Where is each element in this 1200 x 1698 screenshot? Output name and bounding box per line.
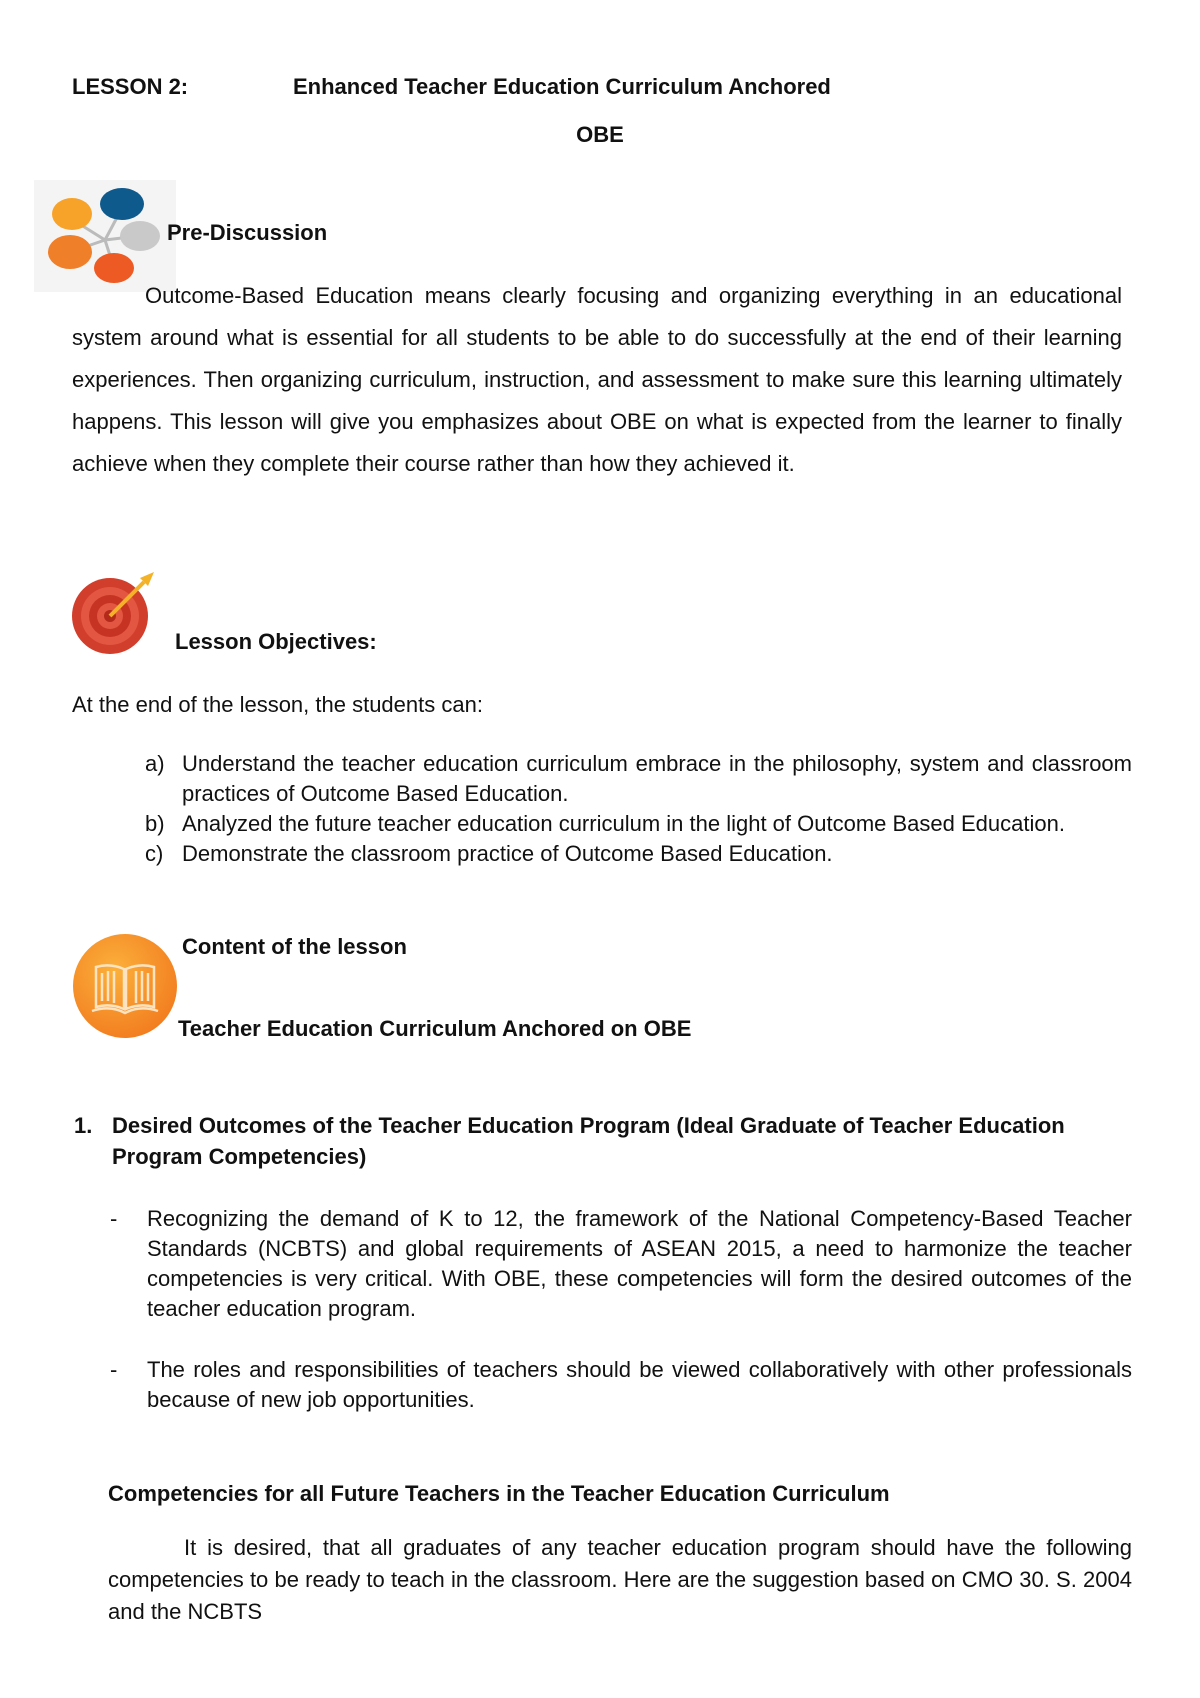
content-heading: Content of the lesson bbox=[182, 934, 407, 959]
list-marker: - bbox=[110, 1357, 118, 1382]
section-1-bullets bbox=[110, 1204, 1132, 1446]
competencies-text-body: It is desired, that all graduates of any teacher education program should have the following competencies to be ready to teach in the classroom. Here are the suggestion based on CMO 30. S. 2004 and the NCBTS bbox=[108, 1535, 1132, 1624]
target-icon bbox=[70, 568, 158, 656]
list-item bbox=[145, 809, 1132, 839]
list-item bbox=[145, 839, 1132, 869]
list-item bbox=[110, 1204, 1132, 1324]
list-item bbox=[110, 1355, 1132, 1415]
lesson-title-continuation: OBE bbox=[576, 122, 624, 147]
pre-discussion-text-body: Outcome-Based Education means clearly focusing and organizing everything in an educational system around what is essential for all students to be able to do successfully at the end of their learning experiences. Then organizing curriculum, instruction, and assessment to make sure this learning ultimately happens. This lesson will give you emphasizes about OBE on what is expected from the learner to finally achieve when they complete their course rather than how they achieved it. bbox=[72, 283, 1122, 476]
pre-discussion-heading: Pre-Discussion bbox=[167, 220, 328, 245]
list-item-text: Analyzed the future teacher education curriculum in the light of Outcome Based Education. bbox=[182, 811, 1065, 836]
list-item-text: Understand the teacher education curriculum embrace in the philosophy, system and classroom practices of Outcome Based Education. bbox=[182, 751, 1132, 806]
content-subheading: Teacher Education Curriculum Anchored on OBE bbox=[178, 1016, 692, 1041]
list-marker: - bbox=[110, 1206, 118, 1231]
section-number: 1. bbox=[74, 1113, 93, 1138]
lesson-objectives-heading: Lesson Objectives: bbox=[175, 629, 377, 654]
lesson-title: Enhanced Teacher Education Curriculum Anchored bbox=[293, 74, 831, 99]
list-item-text: Demonstrate the classroom practice of Outcome Based Education. bbox=[182, 841, 833, 866]
list-item-text: Recognizing the demand of K to 12, the framework of the National Competency-Based Teacher Standards (NCBTS) and global requirements of ASEAN 2015, a need to harmonize the teacher competencies is very critical. With OBE, these competencies will form the desired outcomes of the teacher education program. bbox=[147, 1206, 1132, 1321]
lesson-label: LESSON 2: bbox=[72, 74, 189, 99]
competencies-heading: Competencies for all Future Teachers in the Teacher Education Curriculum bbox=[108, 1481, 890, 1506]
list-marker: b) bbox=[145, 811, 165, 836]
list-marker: c) bbox=[145, 841, 164, 866]
list-marker: a) bbox=[145, 751, 165, 776]
pre-discussion-text bbox=[72, 275, 1122, 485]
objectives-list bbox=[145, 749, 1132, 869]
list-item-text: The roles and responsibilities of teachers should be viewed collaboratively with other professionals because of new job opportunities. bbox=[147, 1357, 1132, 1412]
book-icon bbox=[72, 933, 178, 1039]
section-title: Desired Outcomes of the Teacher Education Program (Ideal Graduate of Teacher Education Program Competencies) bbox=[112, 1113, 1065, 1169]
section-1-heading bbox=[74, 1110, 1074, 1172]
competencies-text bbox=[108, 1532, 1132, 1628]
objectives-intro: At the end of the lesson, the students can: bbox=[72, 692, 483, 717]
list-item bbox=[145, 749, 1132, 809]
